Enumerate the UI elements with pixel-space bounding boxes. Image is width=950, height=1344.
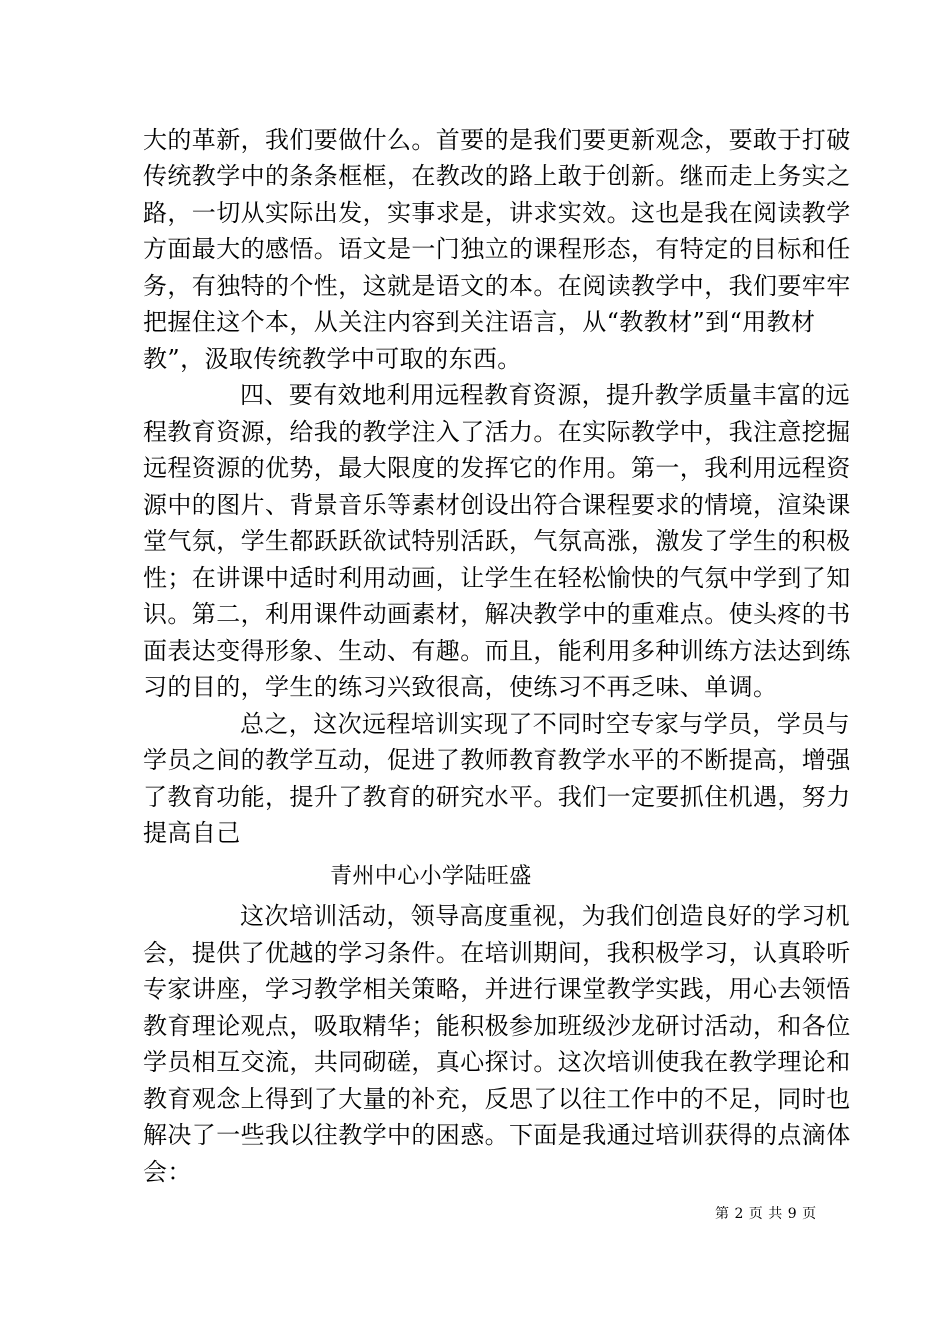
text-line: 学员相互交流，共同砌磋，真心探讨。这次培训使我在教学理论和: [143, 1048, 851, 1076]
text-line: 解决了一些我以往教学中的困惑。下面是我通过培训获得的点滴体: [143, 1121, 851, 1149]
paragraph-start-line: 总之，这次远程培训实现了不同时空专家与学员，学员与: [240, 710, 850, 738]
text-line: 程教育资源，给我的教学注入了活力。在实际教学中，我注意挖掘: [143, 418, 851, 446]
paragraph-start-line: 四、要有效地利用远程教育资源，提升教学质量丰富的远: [240, 381, 850, 409]
text-line: 性；在讲课中适时利用动画，让学生在轻松愉快的气氛中学到了知: [143, 564, 851, 592]
text-line: 识。第二，利用课件动画素材，解决教学中的重难点。使头疼的书: [143, 600, 851, 628]
text-line: 会：: [143, 1158, 192, 1186]
page-number: 第 2 页 共 9 页: [715, 1206, 817, 1222]
text-line: 面表达变得形象、生动、有趣。而且，能利用多种训练方法达到练: [143, 637, 851, 665]
text-line: 源中的图片、背景音乐等素材创设出符合课程要求的情境，渲染课: [143, 491, 851, 519]
text-line: 习的目的，学生的练习兴致很高，使练习不再乏味、单调。: [143, 673, 778, 701]
text-line: 堂气氛，学生都跃跃欲试特别活跃，气氛高涨，激发了学生的积极: [143, 527, 851, 555]
text-line: 教育观念上得到了大量的补充，反思了以往工作中的不足，同时也: [143, 1085, 851, 1113]
paragraph-start-line: 这次培训活动，领导高度重视，为我们创造良好的学习机: [240, 902, 850, 930]
text-line: 远程资源的优势，最大限度的发挥它的作用。第一，我利用远程资: [143, 454, 851, 482]
text-line: 路，一切从实际出发，实事求是，讲求实效。这也是我在阅读教学: [143, 199, 851, 227]
text-line: 传统教学中的条条框框，在教改的路上敢于创新。继而走上务实之: [143, 162, 851, 190]
text-line: 大的革新，我们要做什么。首要的是我们要更新观念，要敢于打破: [143, 126, 851, 154]
author-title: 青州中心小学陆旺盛: [330, 864, 532, 889]
text-line: 教育理论观点，吸取精华；能积极参加班级沙龙研讨活动，和各位: [143, 1012, 851, 1040]
text-line: 教”，汲取传统教学中可取的东西。: [143, 345, 522, 373]
text-line: 了教育功能，提升了教育的研究水平。我们一定要抓住机遇，努力: [143, 783, 851, 811]
text-line: 方面最大的感悟。语文是一门独立的课程形态，有特定的目标和任: [143, 235, 851, 263]
text-line: 提高自己: [143, 819, 241, 847]
text-line: 务，有独特的个性，这就是语文的本。在阅读教学中，我们要牢牢: [143, 272, 851, 300]
text-line: 专家讲座，学习教学相关策略，并进行课堂教学实践，用心去领悟: [143, 975, 851, 1003]
text-line: 把握住这个本，从关注内容到关注语言，从“教教材”到“用教材: [143, 308, 816, 336]
text-line: 学员之间的教学互动，促进了教师教育教学水平的不断提高，增强: [143, 746, 851, 774]
text-line: 会，提供了优越的学习条件。在培训期间，我积极学习，认真聆听: [143, 939, 851, 967]
